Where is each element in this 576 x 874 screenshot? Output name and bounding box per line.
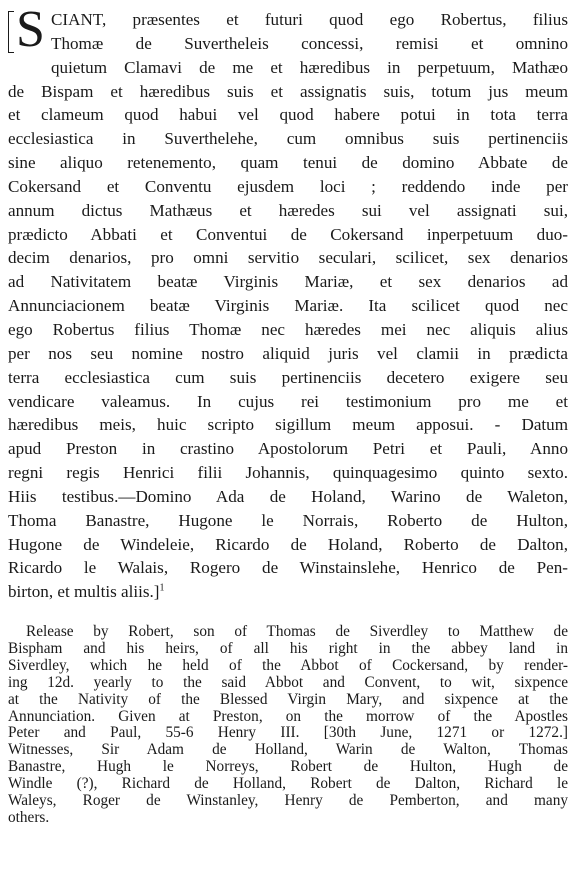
- english-line: Bispham and his heirs, of all his right in the abbey land in: [8, 639, 568, 657]
- english-line: Annunciation. Given at Preston, on the morrow of the Apostles: [8, 707, 568, 725]
- latin-line: per nos seu nomine nostro aliquid juris vel clamii in prædicta: [8, 343, 568, 363]
- latin-line: Annunciacionem beatæ Virginis Mariæ. Ita scilicet quod nec: [8, 296, 568, 316]
- english-line: Windle (?), Richard de Holland, Robert de Dalton, Richard le: [8, 775, 568, 793]
- latin-line: quietum Clamavi de me et hæredibus in perpetuum, Mathæo: [51, 57, 568, 77]
- footnote-mark: 1: [159, 582, 165, 594]
- latin-line: ego Robertus filius Thomæ nec hæredes mei nec aliquis alius: [8, 319, 568, 339]
- latin-line: regni regis Henrici filii Johannis, quinquagesimo quinto sexto.: [8, 463, 568, 483]
- latin-line: ad Nativitatem beatæ Virginis Mariæ, et sex denarios ad: [8, 272, 568, 292]
- drop-cap: [8, 1, 49, 58]
- latin-line: decim denarios, pro omni servitio seculari, scilicet, sex denarios: [8, 248, 568, 268]
- latin-line: annum dictus Mathæus et hæredes sui vel assignati sui,: [8, 200, 568, 220]
- english-line: at the Nativity of the Blessed Virgin Mary, and sixpence at the: [8, 690, 568, 708]
- latin-line: terra ecclesiastica cum suis pertinenciis decetero exigere seu: [8, 367, 568, 387]
- latin-line: Thomæ de Suvertheleis concessi, remisi et omnino: [51, 33, 568, 53]
- drop-cap-letter: S: [16, 1, 45, 58]
- latin-line: prædicto Abbati et Conventui de Cokersand inperpetuum duo-: [8, 224, 568, 244]
- latin-line: de Bispam et hæredibus suis et assignatis suis, totum jus meum: [8, 81, 568, 101]
- document-page: [8, 1, 568, 827]
- english-line: Banastre, Hugh le Norreys, Robert de Hulton, Hugh de: [8, 758, 568, 776]
- latin-line: birton, et multis aliis.]: [8, 582, 160, 602]
- latin-line: Cokersand et Conventu ejusdem loci ; reddendo inde per: [8, 176, 568, 196]
- latin-line: apud Preston in crastino Apostolorum Petri et Pauli, Anno: [8, 439, 568, 459]
- latin-line: hæredibus meis, huic scripto sigillum meum apposui. - Datum: [8, 415, 568, 435]
- english-line: Waleys, Roger de Winstanley, Henry de Pemberton, and many: [8, 792, 568, 809]
- english-line: Release by Robert, son of Thomas de Siverdley to Matthew de: [26, 623, 568, 641]
- latin-line: et clameum quod habui vel quod habere potui in tota terra: [8, 105, 568, 125]
- english-line: others.: [8, 808, 50, 826]
- english-line: Siverdley, which he held of the Abbot of Cockersand, by render-: [8, 656, 568, 674]
- latin-line: CIANT, præsentes et futuri quod ego Robertus, filius: [51, 10, 568, 29]
- latin-line-last: [8, 580, 568, 604]
- latin-line: vendicare valeamus. In cujus rei testimonium pro me et: [8, 391, 568, 411]
- latin-line: ecclesiastica in Suverthelehe, cum omnibus suis pertinenciis: [8, 129, 568, 149]
- latin-line: Hugone de Windeleie, Ricardo de Holand, Roberto de Dalton,: [8, 534, 568, 554]
- english-summary-text: [8, 624, 568, 827]
- latin-line: Thoma Banastre, Hugone le Norrais, Roberto de Hulton,: [8, 510, 568, 530]
- latin-charter-text: [8, 1, 568, 604]
- english-line: Witnesses, Sir Adam de Holland, Warin de Walton, Thomas: [8, 741, 568, 759]
- english-line: Peter and Paul, 55-6 Henry III. [30th June, 1271 or 1272.]: [8, 724, 568, 742]
- english-line: ing 12d. yearly to the said Abbot and Convent, to wit, sixpence: [8, 673, 568, 691]
- drop-cap-bracket: [8, 11, 14, 53]
- latin-line: Ricardo le Walais, Rogero de Winstainslehe, Henrico de Pen-: [8, 558, 568, 578]
- latin-line: sine aliquo retenemento, quam tenui de domino Abbate de: [8, 153, 568, 173]
- latin-line: Hiis testibus.—Domino Ada de Holand, Warino de Waleton,: [8, 486, 568, 506]
